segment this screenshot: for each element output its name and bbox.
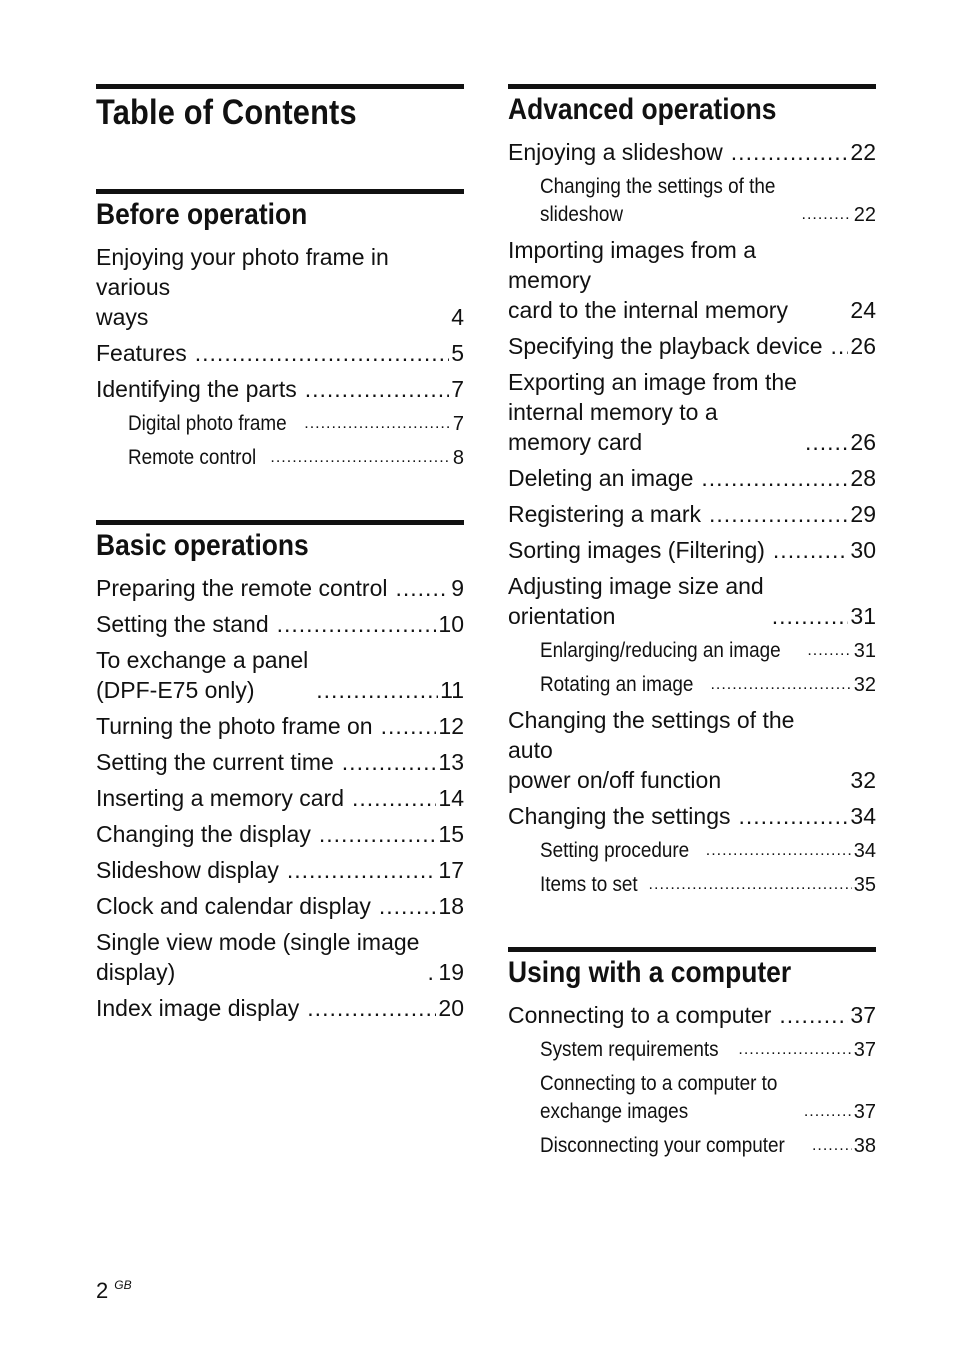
toc-entry[interactable]	[96, 855, 464, 885]
section-heading: Advanced operations	[508, 93, 777, 126]
toc-entry[interactable]	[508, 137, 876, 167]
entry-page-number: 7	[451, 376, 464, 402]
entry-title: Setting procedure	[540, 839, 690, 862]
toc-entry[interactable]	[508, 705, 876, 795]
entry-page-number: 24	[850, 297, 876, 323]
toc-subentry[interactable]	[508, 1036, 876, 1064]
toc-entry[interactable]	[96, 783, 464, 813]
toc-subentry[interactable]	[508, 637, 876, 665]
toc-entry[interactable]	[96, 927, 464, 987]
entry-title: Changing the settings	[508, 803, 731, 829]
dot-leader	[427, 957, 436, 987]
dot-leader	[277, 609, 437, 639]
entry-page-number: 32	[850, 767, 876, 793]
entry-title: Items to set	[540, 873, 638, 896]
toc-subentry[interactable]	[508, 1132, 876, 1160]
entry-page-number: 29	[850, 501, 876, 527]
dot-leader	[649, 871, 852, 899]
entry-page-number: 8	[452, 447, 464, 469]
toc-entry-list	[96, 573, 464, 1023]
entry-title: Changing the settings of the auto power on/off function	[508, 707, 795, 793]
entry-title: Importing images from a memory card to the internal memory	[508, 237, 788, 323]
entry-title: To exchange a panel (DPF-E75 only)	[96, 647, 309, 703]
entry-page-number: 9	[451, 575, 464, 601]
entry-title: Inserting a memory card	[96, 785, 344, 811]
toc-subentry[interactable]	[508, 671, 876, 699]
toc-entry[interactable]	[96, 747, 464, 777]
left-column	[96, 84, 464, 1029]
toc-entry-list	[508, 137, 876, 899]
toc-entry[interactable]	[508, 331, 876, 361]
entry-page-number: 30	[850, 537, 876, 563]
toc-entry[interactable]	[508, 571, 876, 631]
dot-leader	[352, 783, 436, 813]
entry-page-number: 19	[438, 959, 464, 985]
entry-title: Deleting an image	[508, 465, 694, 491]
toc-subentry[interactable]	[96, 410, 464, 438]
section-heading: Basic operations	[96, 529, 309, 562]
dot-leader	[804, 1098, 852, 1126]
dot-leader	[738, 1036, 851, 1064]
toc-entry[interactable]	[508, 367, 876, 457]
right-column	[508, 84, 876, 1166]
entry-page-number: 13	[438, 749, 464, 775]
toc-entry[interactable]	[96, 573, 464, 603]
entry-title: Slideshow display	[96, 857, 279, 883]
dot-leader	[805, 427, 848, 457]
entry-title: Enjoying your photo frame in various ways	[96, 244, 389, 330]
entry-title: Single view mode (single image display)	[96, 929, 420, 985]
entry-page-number: 12	[438, 713, 464, 739]
entry-page-number: 14	[438, 785, 464, 811]
entry-page-number: 37	[853, 1101, 876, 1123]
dot-leader	[316, 675, 438, 705]
toc-entry[interactable]	[508, 535, 876, 565]
entry-title: Disconnecting your computer	[540, 1134, 785, 1157]
dot-leader	[831, 331, 849, 361]
entry-page-number: 31	[850, 603, 876, 629]
dot-leader	[305, 374, 449, 404]
toc-section	[508, 947, 876, 1160]
entry-title: Changing the settings of the slideshow	[540, 175, 776, 226]
entry-page-number: 32	[853, 674, 876, 696]
toc-entry[interactable]	[96, 242, 464, 332]
entry-page-number: 10	[438, 611, 464, 637]
entry-title: Setting the current time	[96, 749, 334, 775]
entry-title: Index image display	[96, 995, 300, 1021]
dot-leader	[773, 535, 848, 565]
toc-entry[interactable]	[96, 338, 464, 368]
dot-leader	[731, 137, 849, 167]
entry-page-number: 15	[438, 821, 464, 847]
entry-title: Setting the stand	[96, 611, 269, 637]
entry-page-number: 34	[853, 840, 876, 862]
dot-leader	[304, 410, 451, 438]
entry-title: Adjusting image size and orientation	[508, 573, 764, 629]
dot-leader	[772, 601, 849, 631]
entry-title: Registering a mark	[508, 501, 702, 527]
entry-page-number: 7	[452, 413, 464, 435]
entry-page-number: 34	[850, 803, 876, 829]
entry-page-number: 4	[451, 304, 464, 330]
region-code: GB	[114, 1278, 132, 1292]
entry-page-number: 11	[440, 677, 464, 703]
entry-title: Sorting images (Filtering)	[508, 537, 765, 563]
toc-entry[interactable]	[96, 711, 464, 741]
toc-subentry[interactable]	[508, 871, 876, 899]
entry-title: Preparing the remote control	[96, 575, 388, 601]
page-footer	[96, 1278, 132, 1304]
dot-leader	[319, 819, 437, 849]
dot-leader	[706, 837, 852, 865]
dot-leader	[270, 444, 450, 472]
right-sections	[508, 84, 876, 1160]
dot-leader	[379, 891, 437, 921]
section-gap	[508, 905, 876, 947]
dot-leader	[287, 855, 437, 885]
entry-title: Specifying the playback device	[508, 333, 823, 359]
toc-entry-list	[96, 242, 464, 472]
dot-leader	[307, 993, 436, 1023]
toc-entry[interactable]	[96, 819, 464, 849]
dot-leader	[710, 671, 851, 699]
entry-page-number: 22	[850, 139, 876, 165]
toc-entry-list	[508, 1000, 876, 1160]
toc-subentry[interactable]	[508, 173, 876, 229]
dot-leader	[342, 747, 437, 777]
section-heading: Using with a computer	[508, 956, 792, 989]
entry-page-number: 18	[438, 893, 464, 919]
entry-page-number: 5	[451, 340, 464, 366]
dot-leader	[396, 573, 450, 603]
entry-page-number: 17	[438, 857, 464, 883]
section-heading: Before operation	[96, 198, 308, 231]
toc-entry[interactable]	[508, 463, 876, 493]
entry-title: Features	[96, 340, 187, 366]
entry-title: Connecting to a computer to exchange images	[540, 1072, 778, 1123]
dot-leader	[779, 1000, 848, 1030]
dot-leader	[195, 338, 449, 368]
dot-leader	[739, 801, 849, 831]
toc-entry[interactable]	[508, 1000, 876, 1030]
toc-entry[interactable]	[508, 499, 876, 529]
entry-page-number: 35	[853, 874, 876, 896]
section-gap	[96, 478, 464, 520]
entry-page-number: 20	[438, 995, 464, 1021]
entry-page-number: 28	[850, 465, 876, 491]
toc-subentry[interactable]	[96, 444, 464, 472]
dot-leader	[701, 463, 848, 493]
toc-entry[interactable]	[96, 645, 464, 705]
entry-page-number: 37	[853, 1039, 876, 1061]
dot-leader	[812, 1132, 852, 1160]
entry-page-number: 26	[850, 333, 876, 359]
toc-entry[interactable]	[508, 235, 876, 325]
left-sections	[96, 189, 464, 1023]
toc-subentry[interactable]	[508, 837, 876, 865]
entry-title: Exporting an image from the internal memory to a memory card	[508, 369, 797, 455]
toc-entry[interactable]	[96, 993, 464, 1023]
dot-leader	[381, 711, 437, 741]
toc-entry[interactable]	[508, 801, 876, 831]
toc-subentry[interactable]	[508, 1070, 876, 1126]
entry-title: Rotating an image	[540, 673, 694, 696]
entry-title: Enjoying a slideshow	[508, 139, 723, 165]
entry-title: Changing the display	[96, 821, 311, 847]
toc-entry[interactable]	[96, 891, 464, 921]
entry-title: Enlarging/reducing an image	[540, 639, 781, 662]
entry-title: Digital photo frame	[128, 412, 287, 435]
toc-entry[interactable]	[96, 609, 464, 639]
toc-section	[96, 189, 464, 472]
entry-title: Identifying the parts	[96, 376, 297, 402]
page-title: Table of Contents	[96, 93, 357, 132]
entry-title: System requirements	[540, 1038, 719, 1061]
entry-page-number: 26	[850, 429, 876, 455]
toc-section	[508, 84, 876, 899]
entry-page-number: 38	[853, 1135, 876, 1157]
dot-leader	[802, 201, 852, 229]
entry-title: Connecting to a computer	[508, 1002, 772, 1028]
dot-leader	[709, 499, 848, 529]
entry-page-number: 22	[853, 204, 876, 226]
entry-title: Remote control	[128, 446, 257, 469]
toc-entry[interactable]	[96, 374, 464, 404]
entry-page-number: 31	[853, 640, 876, 662]
entry-page-number: 37	[850, 1002, 876, 1028]
entry-title: Turning the photo frame on	[96, 713, 373, 739]
page-number: 2	[96, 1278, 109, 1303]
toc-section	[96, 520, 464, 1023]
entry-title: Clock and calendar display	[96, 893, 371, 919]
dot-leader	[807, 637, 851, 665]
